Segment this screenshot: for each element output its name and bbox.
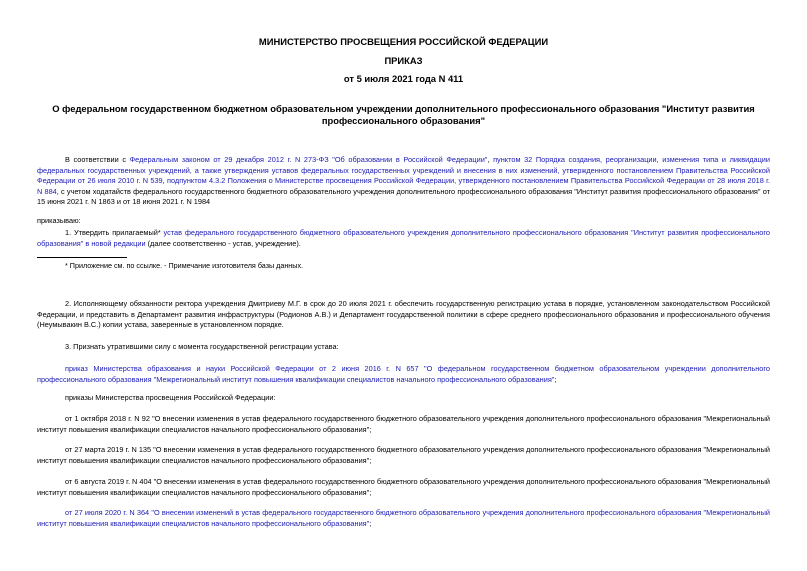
preamble-text-2: , bbox=[487, 155, 494, 164]
item-3a-tail: ; bbox=[554, 374, 557, 384]
sub-order-4-tail: ; bbox=[369, 518, 372, 528]
regulation-link[interactable]: подпунктом 4.3.2 Положения о Министерстве просвещения Российской Федерации, утвержденного постановлением Правительства Российской Федерации от 28 июля 2018 г. N 884 bbox=[37, 176, 770, 196]
item-1-text-2: (далее соответственно - устав, учреждение). bbox=[145, 238, 301, 248]
ministry-heading: МИНИСТЕРСТВО ПРОСВЕЩЕНИЯ РОССИЙСКОЙ ФЕДЕРАЦИИ bbox=[258, 36, 549, 47]
orders-label: приказываю: bbox=[37, 216, 81, 225]
sub-order-4-paragraph bbox=[37, 508, 770, 529]
item-1-paragraph bbox=[37, 228, 770, 249]
footnote-divider bbox=[37, 257, 127, 258]
preamble-text-3: , bbox=[162, 176, 168, 186]
charter-link[interactable]: устав федерального государственного бюджетного образовательного учреждения дополнительного профессионального образования "Институт развития профессионального образования" в новой редакции bbox=[37, 228, 770, 248]
item-2-paragraph: 2. Исполняющему обязанности ректора учреждения Дмитриеву М.Г. в срок до 20 июля 2021 г. обеспечить государственную регистрацию устава в порядке, установленном законодательством Российской Федерации, и представить в Департамент развития инфраструктуры (Родионов А.В.) и Департамент государственной политики в сфере среднего профессионального образования и профессионального обучения (Неумывакин В.С.) копии устава, заверенные в установленном порядке. bbox=[37, 299, 770, 330]
order-364-link[interactable]: от 27 июля 2020 г. N 364 "О внесении изменений в устав федерального государственного бюджетного образовательного учреждения дополнительного профессионального образования "Межрегиональный институт повышения квалификации специалистов начального профессионального образования" bbox=[37, 508, 770, 528]
federal-law-link[interactable]: Федеральным законом от 29 декабря 2012 г. N 273-ФЗ "Об образовании в Российской Федерации" bbox=[129, 155, 488, 164]
order-657-link[interactable]: приказ Министерства образования и науки Российской Федерации от 2 июня 2016 г. N 657 "О федеральном государственном бюджетном образовательном учреждении дополнительного профессионального образования "Межрегиональный институт повышения квалификации специалистов начального профессионального образования" bbox=[37, 364, 770, 384]
item-3-paragraph: 3. Признать утратившими силу с момента государственной регистрации устава: bbox=[65, 342, 339, 351]
item-1-text-1: 1. Утвердить прилагаемый* bbox=[65, 228, 164, 237]
preamble-text-4: , с учетом ходатайств федерального государственного бюджетного образовательного учреждения дополнительного профессионального образования "Институт развития профессионального образования" от 15 июня 2021 г. N 1863 и от 18 июня 2021 г. N 1984 bbox=[37, 186, 770, 207]
sub-order-2: от 27 марта 2019 г. N 135 "О внесении изменения в устав федерального государственного бюджетного образовательного учреждения дополнительного профессионального образования "Межрегиональный институт повышения квалификации специалистов начального профессионального образования"; bbox=[37, 445, 770, 465]
document-type: ПРИКАЗ bbox=[384, 55, 423, 66]
item-3b-paragraph: приказы Министерства просвещения Российской Федерации: bbox=[65, 393, 276, 402]
sub-order-3: от 6 августа 2019 г. N 404 "О внесении изменения в устав федерального государственного бюджетного образовательного учреждения дополнительного профессионального образования "Межрегиональный институт повышения квалификации специалистов начального профессионального образования"; bbox=[37, 477, 770, 497]
document-page bbox=[37, 0, 770, 571]
item-3a-paragraph bbox=[37, 364, 770, 385]
document-date-number: от 5 июля 2021 года N 411 bbox=[343, 73, 464, 84]
footnote: * Приложение см. по ссылке. - Примечание изготовителя базы данных. bbox=[65, 261, 304, 270]
preamble-paragraph bbox=[37, 155, 770, 208]
procedure-link[interactable]: пунктом 32 Порядка создания, реорганизации, изменения типа и ликвидации федеральных государственных учреждений, а также утверждения уставов федеральных государственных учреждений и внесения в них изменений, утвержденного постановлением Правительства Российской Федерации от 26 июля 2010 г. N 539 bbox=[37, 155, 770, 186]
sub-order-1: от 1 октября 2018 г. N 92 "О внесении изменения в устав федерального государственного бюджетного образовательного учреждения дополнительного профессионального образования "Межрегиональный институт повышения квалификации специалистов начального профессионального образования"; bbox=[37, 414, 770, 434]
document-title: О федеральном государственном бюджетном образовательном учреждении дополнительного профессионального образования "Институт развития профессионального образования" bbox=[52, 103, 755, 126]
preamble-text-1: В соответствии с bbox=[65, 155, 130, 164]
